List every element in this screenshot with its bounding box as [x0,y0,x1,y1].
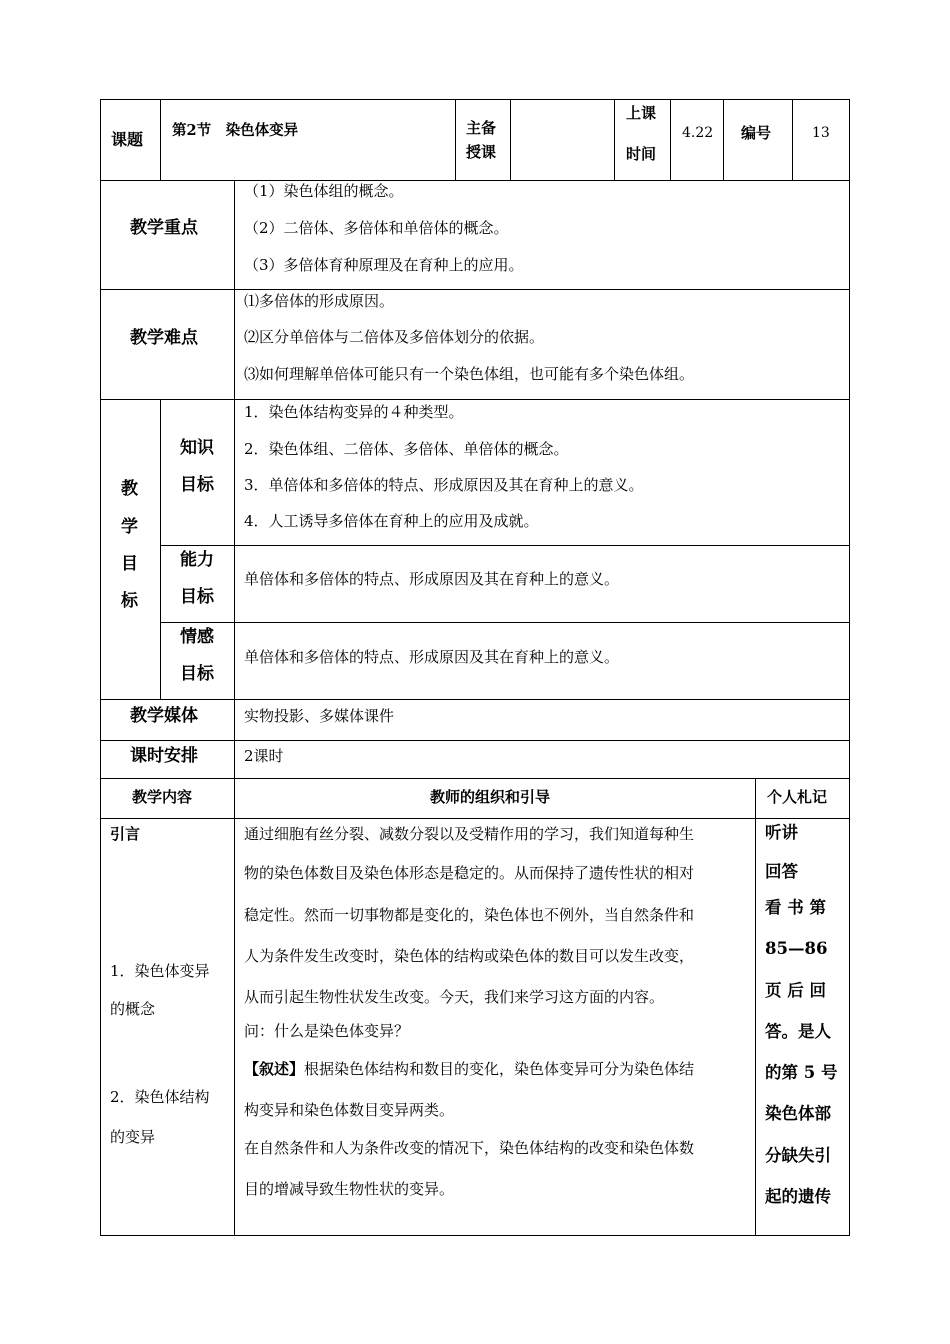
difficulty-item: ⑴多倍体的形成原因。 [244,292,395,310]
key-point-item: （1）染色体组的概念。 [244,182,404,200]
col-divider [755,778,756,1236]
row-divider [160,622,850,623]
difficulty-item: ⑵区分单倍体与二倍体及多倍体划分的依据。 [244,328,545,346]
content-header-col2: 教师的组织和引导 [430,788,551,806]
note-line: 看 书 第 [765,898,826,917]
col-divider [455,99,456,181]
note-line: 起的遗传 [765,1187,831,1206]
media-value: 实物投影、多媒体课件 [244,707,395,725]
knowledge-goal-item: 2．染色体组、二倍体、多倍体、单倍体的概念。 [244,440,569,458]
note-line: 页 后 回 [765,981,826,1000]
schedule-value: 2课时 [244,747,284,765]
col-divider [510,99,511,181]
number-value: 13 [812,125,830,141]
table-border-top [100,99,850,100]
time-label-1: 上课 [626,104,657,122]
note-line: 85—86 [765,939,828,958]
row-divider [100,818,850,819]
content-header-col3: 个人札记 [767,788,828,806]
col-divider [614,99,615,181]
lead-label-2: 授课 [466,143,497,161]
knowledge-goal-item: 3．单倍体和多倍体的特点、形成原因及其在育种上的意义。 [244,476,644,494]
difficulties-label: 教学难点 [130,328,198,348]
row-divider [100,399,850,400]
teacher-text-line: 从而引起生物性状发生改变。今天，我们来学习这方面的内容。 [244,988,665,1006]
emotion-goal-label-2: 目标 [180,664,214,684]
table-border-left [100,99,101,1236]
teacher-text-line: 稳定性。然而一切事物都是变化的，染色体也不例外，当自然条件和 [244,906,695,924]
teacher-text-line: 人为条件发生改变时，染色体的结构或染色体的数目可以发生改变， [244,947,695,965]
note-line: 分缺失引 [765,1146,831,1165]
key-point-item: （3）多倍体育种原理及在育种上的应用。 [244,256,524,274]
goals-label-char: 目 [121,554,138,574]
col-divider [670,99,671,181]
row-divider [160,545,850,546]
schedule-label: 课时安排 [130,746,198,766]
media-label: 教学媒体 [130,706,198,726]
row-divider [100,778,850,779]
intro-label: 引言 [110,825,141,843]
col-divider [792,99,793,181]
goals-label-char: 教 [121,479,138,499]
row-divider [100,699,850,700]
ability-goal-label-2: 目标 [180,587,214,607]
col-divider [160,399,161,700]
col-divider [723,99,724,181]
note-line: 染色体部 [765,1104,831,1123]
ability-goal-label-1: 能力 [180,550,214,570]
lead-label-1: 主备 [466,119,497,137]
emotion-goal-text: 单倍体和多倍体的特点、形成原因及其在育种上的意义。 [244,648,620,666]
note-line: 听讲 [765,823,798,842]
final-line2: 目的增减导致生物性状的变异。 [244,1180,455,1198]
note-line: 答。是人 [765,1022,831,1041]
question-line: 问：什么是染色体变异？ [244,1022,410,1040]
knowledge-goal-label-1: 知识 [180,438,214,458]
table-border-right [849,99,850,1236]
knowledge-goal-label-2: 目标 [180,475,214,495]
row-divider [100,289,850,290]
goals-label-char: 标 [121,591,138,611]
section-2-line1: 2．染色体结构 [110,1088,210,1106]
knowledge-goal-item: 1．染色体结构变异的４种类型。 [244,403,464,421]
content-header-col1: 教学内容 [132,788,193,806]
time-value: 4.22 [682,125,714,141]
section-1-line1: 1．染色体变异 [110,962,210,980]
col-divider [234,180,235,1236]
topic-value: 第2节 染色体变异 [172,122,299,139]
col-divider [160,99,161,181]
row-divider [100,180,850,181]
key-point-item: （2）二倍体、多倍体和单倍体的概念。 [244,219,509,237]
time-label-2: 时间 [626,145,657,163]
table-border-bottom [100,1235,850,1236]
final-line1: 在自然条件和人为条件改变的情况下，染色体结构的改变和染色体数 [244,1139,695,1157]
ability-goal-text: 单倍体和多倍体的特点、形成原因及其在育种上的意义。 [244,570,620,588]
section-1-line2: 的概念 [110,1000,156,1018]
knowledge-goal-item: 4．人工诱导多倍体在育种上的应用及成就。 [244,512,539,530]
teacher-text-line: 物的染色体数目及染色体形态是稳定的。从而保持了遗传性状的相对 [244,864,695,882]
narration-line2: 构变异和染色体数目变异两类。 [244,1101,455,1119]
note-line: 回答 [765,862,798,881]
topic-label: 课题 [111,130,144,149]
section-2-line2: 的变异 [110,1128,156,1146]
number-label: 编号 [741,124,772,142]
note-line: 的第 5 号 [765,1063,838,1082]
goals-label-char: 学 [121,517,138,537]
narration-tag: 【叙述】 [244,1060,305,1078]
key-points-label: 教学重点 [130,218,198,238]
narration-line1 [244,1060,694,1078]
emotion-goal-label-1: 情感 [180,627,214,647]
difficulty-item: ⑶如何理解单倍体可能只有一个染色体组，也可能有多个染色体组。 [244,365,695,383]
narration-text: 根据染色体结构和数目的变化，染色体变异可分为染色体结 [304,1060,695,1078]
row-divider [100,740,850,741]
teacher-text-line: 通过细胞有丝分裂、减数分裂以及受精作用的学习，我们知道每种生 [244,825,695,843]
